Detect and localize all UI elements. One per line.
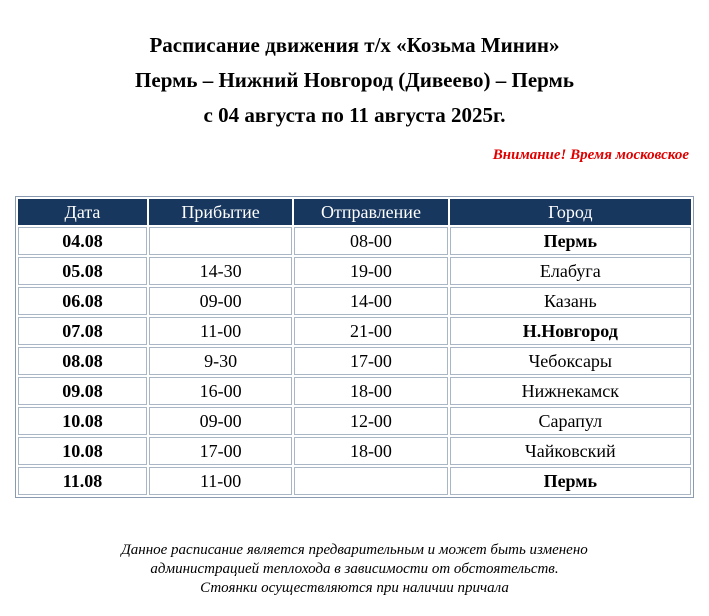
table-row (18, 407, 691, 435)
cell-city: Сарапул (450, 407, 691, 435)
title-line-1: Расписание движения т/х «Козьма Минин» (149, 33, 560, 57)
cell-city: Нижнекамск (450, 377, 691, 405)
cell-departure: 19-00 (294, 257, 447, 285)
cell-city: Н.Новгород (450, 317, 691, 345)
cell-departure: 14-00 (294, 287, 447, 315)
cell-city: Пермь (450, 227, 691, 255)
cell-departure: 08-00 (294, 227, 447, 255)
cell-arrival: 17-00 (149, 437, 292, 465)
cell-date: 08.08 (18, 347, 147, 375)
cell-arrival: 09-00 (149, 287, 292, 315)
cell-city: Чайковский (450, 437, 691, 465)
table-row (18, 227, 691, 255)
cell-date: 04.08 (18, 227, 147, 255)
page-title (0, 28, 709, 133)
header-arrival: Прибытие (149, 199, 292, 225)
cell-date: 10.08 (18, 437, 147, 465)
schedule-table (15, 196, 694, 498)
cell-date: 06.08 (18, 287, 147, 315)
cell-departure: 21-00 (294, 317, 447, 345)
table-row (18, 437, 691, 465)
cell-arrival: 09-00 (149, 407, 292, 435)
cell-arrival: 16-00 (149, 377, 292, 405)
table-row (18, 377, 691, 405)
time-notice: Внимание! Время московское (492, 147, 689, 163)
cell-departure: 17-00 (294, 347, 447, 375)
table-body (18, 227, 691, 495)
cell-date: 10.08 (18, 407, 147, 435)
title-line-3: с 04 августа по 11 августа 2025г. (203, 103, 506, 127)
cell-city: Чебоксары (450, 347, 691, 375)
cell-date: 09.08 (18, 377, 147, 405)
cell-city: Елабуга (450, 257, 691, 285)
cell-arrival: 11-00 (149, 317, 292, 345)
cell-date: 11.08 (18, 467, 147, 495)
cell-date: 07.08 (18, 317, 147, 345)
cell-departure (294, 467, 447, 495)
cell-arrival: 9-30 (149, 347, 292, 375)
cell-departure: 18-00 (294, 377, 447, 405)
disclaimer-line-2: администрацией теплохода в зависимости от обстоятельств. (150, 561, 559, 577)
disclaimer-line-1: Данное расписание является предварительным и может быть изменено (121, 542, 588, 558)
header-date: Дата (18, 199, 147, 225)
cell-city: Пермь (450, 467, 691, 495)
cell-city: Казань (450, 287, 691, 315)
cell-arrival: 14-30 (149, 257, 292, 285)
table-header-row (18, 199, 691, 225)
header-city: Город (450, 199, 691, 225)
cell-arrival (149, 227, 292, 255)
header-departure: Отправление (294, 199, 447, 225)
cell-departure: 18-00 (294, 437, 447, 465)
title-line-2: Пермь – Нижний Новгород (Дивеево) – Пермь (135, 68, 574, 92)
cell-date: 05.08 (18, 257, 147, 285)
cell-departure: 12-00 (294, 407, 447, 435)
table-row (18, 347, 691, 375)
cell-arrival: 11-00 (149, 467, 292, 495)
disclaimer (0, 541, 709, 598)
table-row (18, 287, 691, 315)
table-row (18, 257, 691, 285)
disclaimer-line-3: Стоянки осуществляются при наличии причала (200, 580, 509, 596)
table-row (18, 467, 691, 495)
table-row (18, 317, 691, 345)
